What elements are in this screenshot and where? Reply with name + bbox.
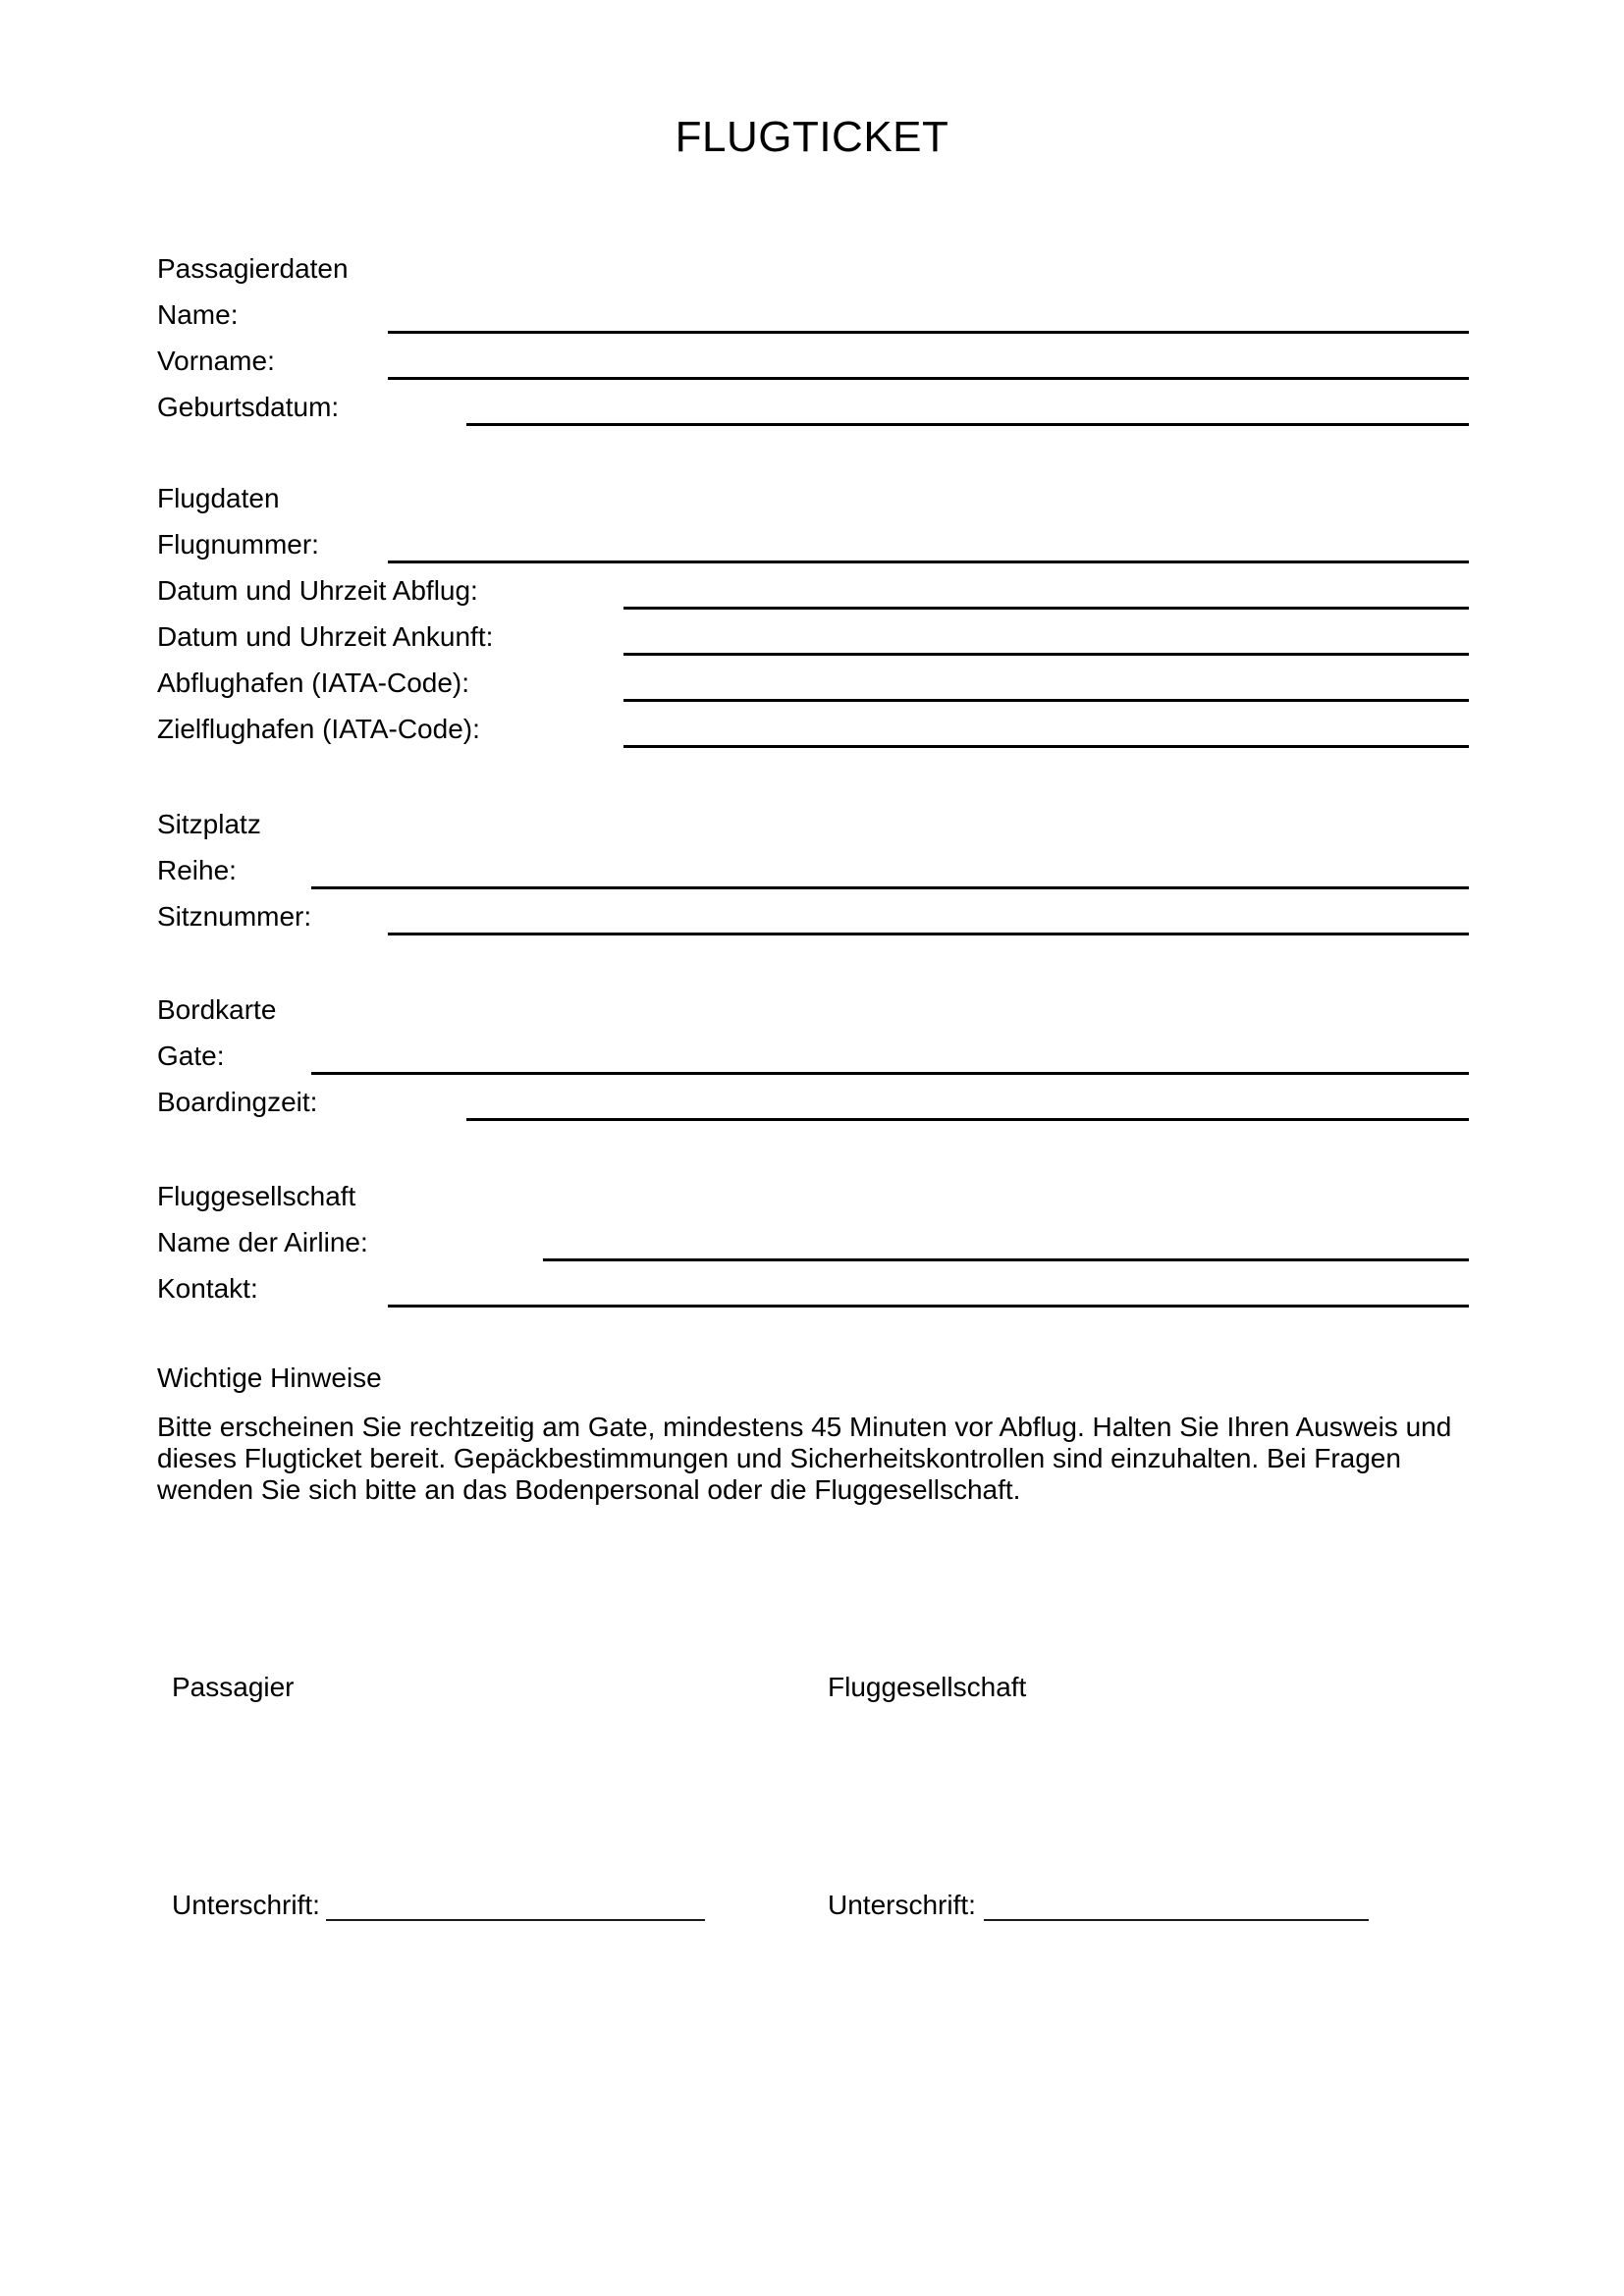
field-line-sitznummer[interactable]: [388, 933, 1469, 935]
field-line-abflughafen[interactable]: [623, 699, 1469, 702]
field-line-vorname[interactable]: [388, 377, 1469, 380]
signature-label-fluggesellschaft: Unterschrift:: [828, 1890, 976, 1920]
section-title-wichtige-hinweise: Wichtige Hinweise: [157, 1362, 382, 1393]
field-label-datum-uhrzeit-ankunft: Datum und Uhrzeit Ankunft:: [157, 621, 494, 652]
signature-party-fluggesellschaft: Fluggesellschaft: [828, 1672, 1027, 1702]
field-line-gate[interactable]: [311, 1072, 1469, 1075]
field-label-abflughafen: Abflughafen (IATA-Code):: [157, 667, 470, 698]
field-label-datum-uhrzeit-abflug: Datum und Uhrzeit Abflug:: [157, 575, 478, 606]
notes-line-3: wenden Sie sich bitte an das Bodenpersonal oder die Fluggesellschaft.: [157, 1474, 1021, 1505]
field-label-name: Name:: [157, 299, 239, 330]
section-title-sitzplatz: Sitzplatz: [157, 809, 261, 839]
field-line-datum-uhrzeit-abflug[interactable]: [623, 607, 1469, 610]
signature-party-passagier: Passagier: [172, 1672, 295, 1702]
field-line-boardingzeit[interactable]: [466, 1118, 1469, 1121]
field-line-reihe[interactable]: [311, 886, 1469, 889]
field-label-sitznummer: Sitznummer:: [157, 901, 312, 932]
signature-label-passagier: Unterschrift:: [172, 1890, 320, 1920]
field-label-geburtsdatum: Geburtsdatum:: [157, 392, 340, 422]
field-line-datum-uhrzeit-ankunft[interactable]: [623, 653, 1469, 656]
signature-line-fluggesellschaft[interactable]: [984, 1891, 1369, 1921]
field-line-zielflughafen[interactable]: [623, 745, 1469, 748]
field-line-name-der-airline[interactable]: [543, 1258, 1469, 1261]
document-title: FLUGTICKET: [675, 113, 949, 161]
section-title-bordkarte: Bordkarte: [157, 994, 277, 1025]
field-label-vorname: Vorname:: [157, 346, 275, 376]
field-line-geburtsdatum[interactable]: [466, 423, 1469, 426]
field-label-reihe: Reihe:: [157, 855, 237, 885]
section-title-flugdaten: Flugdaten: [157, 483, 280, 513]
field-label-name-der-airline: Name der Airline:: [157, 1227, 368, 1257]
notes-line-2: dieses Flugticket bereit. Gepäckbestimmungen und Sicherheitskontrollen sind einzuhalten. Bei Fragen: [157, 1443, 1401, 1473]
notes-line-1: Bitte erscheinen Sie rechtzeitig am Gate, mindestens 45 Minuten vor Abflug. Halten Sie Ihren Ausweis und: [157, 1412, 1452, 1442]
field-line-kontakt[interactable]: [388, 1305, 1469, 1308]
field-label-gate: Gate:: [157, 1041, 225, 1071]
field-label-kontakt: Kontakt:: [157, 1273, 258, 1304]
field-label-zielflughafen: Zielflughafen (IATA-Code):: [157, 714, 480, 744]
field-label-boardingzeit: Boardingzeit:: [157, 1087, 318, 1117]
field-line-name[interactable]: [388, 331, 1469, 334]
section-title-fluggesellschaft: Fluggesellschaft: [157, 1181, 356, 1211]
notes-paragraph: [157, 1412, 1492, 1506]
section-title-passagierdaten: Passagierdaten: [157, 253, 349, 284]
field-label-flugnummer: Flugnummer:: [157, 529, 319, 560]
signature-line-passagier[interactable]: [326, 1891, 705, 1921]
field-line-flugnummer[interactable]: [388, 561, 1469, 563]
